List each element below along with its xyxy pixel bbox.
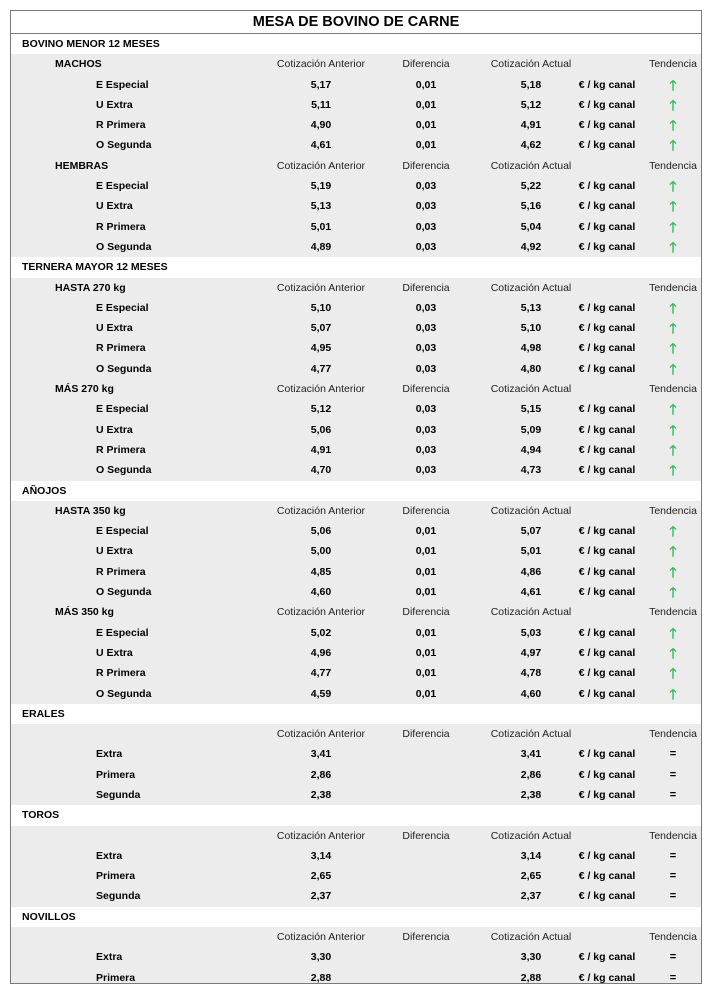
column-header-row <box>11 379 701 399</box>
price-table <box>10 10 702 984</box>
unit-label: € / kg canal <box>578 342 636 355</box>
header-tendencia: Tendencia <box>649 281 697 294</box>
header-cotizacion-anterior: Cotización Anterior <box>276 606 366 619</box>
cotizacion-actual-value: 5,03 <box>520 626 542 639</box>
header-cotizacion-actual: Cotización Actual <box>490 728 572 741</box>
trend-up-arrow-icon: 🡑 <box>669 523 677 540</box>
row-label: E Especial <box>96 78 149 91</box>
row-label: Extra <box>96 951 123 964</box>
table-row <box>11 623 701 643</box>
cotizacion-anterior-value: 4,77 <box>310 667 332 680</box>
trend-equal-sign: = <box>669 748 677 761</box>
row-label: O Segunda <box>96 586 152 599</box>
trend-up-arrow-icon: 🡑 <box>669 238 677 255</box>
diferencia-value: 0,01 <box>415 586 437 599</box>
header-cotizacion-actual: Cotización Actual <box>490 159 572 172</box>
cotizacion-anterior-value: 4,95 <box>310 342 332 355</box>
unit-label: € / kg canal <box>578 443 636 456</box>
header-cotizacion-actual: Cotización Actual <box>490 58 572 71</box>
cotizacion-actual-value: 4,78 <box>520 667 542 680</box>
table-row <box>11 440 701 460</box>
cotizacion-anterior-value: 2,86 <box>310 768 332 781</box>
row-label: Primera <box>96 768 136 781</box>
row-label: O Segunda <box>96 464 152 477</box>
row-label: Primera <box>96 971 136 984</box>
trend-up-arrow-icon: 🡑 <box>669 563 677 580</box>
cotizacion-actual-value: 4,60 <box>520 687 542 700</box>
row-label: Primera <box>96 870 136 883</box>
header-cotizacion-actual: Cotización Actual <box>490 504 572 517</box>
cotizacion-actual-value: 5,15 <box>520 403 542 416</box>
row-label: O Segunda <box>96 687 152 700</box>
cotizacion-actual-value: 2,88 <box>520 971 542 984</box>
trend-equal-sign: = <box>669 870 677 883</box>
cotizacion-actual-value: 5,10 <box>520 322 542 335</box>
trend-up-arrow-icon: 🡑 <box>669 360 677 377</box>
trend-up-arrow-icon: 🡑 <box>669 178 677 195</box>
row-label: O Segunda <box>96 240 152 253</box>
header-cotizacion-actual: Cotización Actual <box>490 281 572 294</box>
diferencia-value: 0,03 <box>415 180 437 193</box>
table-row <box>11 643 701 663</box>
trend-equal-sign: = <box>669 951 677 964</box>
header-tendencia: Tendencia <box>649 58 697 71</box>
header-tendencia: Tendencia <box>649 829 697 842</box>
unit-label: € / kg canal <box>578 586 636 599</box>
unit-label: € / kg canal <box>578 768 636 781</box>
row-label: U Extra <box>96 98 133 111</box>
unit-label: € / kg canal <box>578 301 636 314</box>
cotizacion-actual-value: 3,30 <box>520 951 542 964</box>
table-row <box>11 460 701 480</box>
cotizacion-actual-value: 5,04 <box>520 220 542 233</box>
unit-label: € / kg canal <box>578 423 636 436</box>
row-label: U Extra <box>96 646 133 659</box>
cotizacion-anterior-value: 5,17 <box>310 78 332 91</box>
table-row <box>11 684 701 704</box>
diferencia-value: 0,01 <box>415 139 437 152</box>
cotizacion-actual-value: 3,14 <box>520 849 542 862</box>
unit-label: € / kg canal <box>578 119 636 132</box>
trend-up-arrow-icon: 🡑 <box>669 644 677 661</box>
diferencia-value: 0,03 <box>415 240 437 253</box>
trend-up-arrow-icon: 🡑 <box>669 218 677 235</box>
unit-label: € / kg canal <box>578 951 636 964</box>
cotizacion-actual-value: 4,97 <box>520 646 542 659</box>
row-label: E Especial <box>96 301 149 314</box>
cotizacion-anterior-value: 5,02 <box>310 626 332 639</box>
cotizacion-anterior-value: 4,60 <box>310 586 332 599</box>
header-diferencia: Diferencia <box>402 383 450 396</box>
group-title: HASTA 350 kg <box>55 504 126 517</box>
table-row <box>11 663 701 683</box>
trend-up-arrow-icon: 🡑 <box>669 421 677 438</box>
table-row <box>11 359 701 379</box>
column-header-row <box>11 826 701 846</box>
cotizacion-anterior-value: 5,10 <box>310 301 332 314</box>
diferencia-value: 0,01 <box>415 119 437 132</box>
diferencia-value: 0,03 <box>415 200 437 213</box>
unit-label: € / kg canal <box>578 98 636 111</box>
cotizacion-anterior-value: 4,85 <box>310 565 332 578</box>
table-row <box>11 217 701 237</box>
header-cotizacion-anterior: Cotización Anterior <box>276 159 366 172</box>
diferencia-value: 0,03 <box>415 342 437 355</box>
header-tendencia: Tendencia <box>649 159 697 172</box>
unit-label: € / kg canal <box>578 362 636 375</box>
cotizacion-anterior-value: 3,30 <box>310 951 332 964</box>
header-diferencia: Diferencia <box>402 931 450 944</box>
unit-label: € / kg canal <box>578 870 636 883</box>
diferencia-value: 0,03 <box>415 443 437 456</box>
cotizacion-anterior-value: 4,61 <box>310 139 332 152</box>
cotizacion-actual-value: 4,86 <box>520 565 542 578</box>
unit-label: € / kg canal <box>578 180 636 193</box>
cotizacion-actual-value: 4,80 <box>520 362 542 375</box>
unit-label: € / kg canal <box>578 890 636 903</box>
cotizacion-actual-value: 4,94 <box>520 443 542 456</box>
section-title: TERNERA MAYOR 12 MESES <box>22 261 168 274</box>
cotizacion-actual-value: 4,92 <box>520 240 542 253</box>
group-title: MACHOS <box>55 58 102 71</box>
cotizacion-anterior-value: 5,00 <box>310 545 332 558</box>
row-label: E Especial <box>96 180 149 193</box>
section-header-row <box>11 704 701 724</box>
diferencia-value: 0,01 <box>415 78 437 91</box>
section-title: AÑOJOS <box>22 484 67 497</box>
diferencia-value: 0,01 <box>415 565 437 578</box>
trend-up-arrow-icon: 🡑 <box>669 117 677 134</box>
header-diferencia: Diferencia <box>402 728 450 741</box>
diferencia-value: 0,03 <box>415 464 437 477</box>
cotizacion-anterior-value: 4,90 <box>310 119 332 132</box>
cotizacion-actual-value: 4,98 <box>520 342 542 355</box>
section-title: ERALES <box>22 707 65 720</box>
table-row <box>11 237 701 257</box>
row-label: E Especial <box>96 403 149 416</box>
unit-label: € / kg canal <box>578 849 636 862</box>
header-cotizacion-actual: Cotización Actual <box>490 931 572 944</box>
cotizacion-actual-value: 2,37 <box>520 890 542 903</box>
cotizacion-actual-value: 5,01 <box>520 545 542 558</box>
table-row <box>11 95 701 115</box>
header-diferencia: Diferencia <box>402 159 450 172</box>
table-row <box>11 541 701 561</box>
cotizacion-actual-value: 4,73 <box>520 464 542 477</box>
trend-up-arrow-icon: 🡑 <box>669 624 677 641</box>
diferencia-value: 0,01 <box>415 687 437 700</box>
trend-equal-sign: = <box>669 849 677 862</box>
row-label: Segunda <box>96 788 141 801</box>
table-row <box>11 846 701 866</box>
header-cotizacion-anterior: Cotización Anterior <box>276 829 366 842</box>
table-row <box>11 196 701 216</box>
table-row <box>11 338 701 358</box>
trend-up-arrow-icon: 🡑 <box>669 340 677 357</box>
unit-label: € / kg canal <box>578 403 636 416</box>
cotizacion-anterior-value: 4,59 <box>310 687 332 700</box>
cotizacion-anterior-value: 4,77 <box>310 362 332 375</box>
table-row <box>11 521 701 541</box>
table-row <box>11 399 701 419</box>
unit-label: € / kg canal <box>578 220 636 233</box>
unit-label: € / kg canal <box>578 464 636 477</box>
header-cotizacion-anterior: Cotización Anterior <box>276 728 366 741</box>
table-row <box>11 298 701 318</box>
section-title: BOVINO MENOR 12 MESES <box>22 38 160 50</box>
cotizacion-anterior-value: 2,88 <box>310 971 332 984</box>
cotizacion-actual-value: 4,61 <box>520 586 542 599</box>
cotizacion-anterior-value: 5,11 <box>311 98 331 111</box>
table-row <box>11 886 701 906</box>
section-header-row <box>11 257 701 277</box>
group-title: HASTA 270 kg <box>55 281 126 294</box>
row-label: U Extra <box>96 423 133 436</box>
row-label: U Extra <box>96 322 133 335</box>
diferencia-value: 0,01 <box>415 525 437 538</box>
row-label: R Primera <box>96 667 146 680</box>
diferencia-value: 0,03 <box>415 362 437 375</box>
header-cotizacion-actual: Cotización Actual <box>490 606 572 619</box>
cotizacion-actual-value: 5,13 <box>520 301 542 314</box>
diferencia-value: 0,03 <box>415 301 437 314</box>
header-tendencia: Tendencia <box>649 728 697 741</box>
cotizacion-anterior-value: 5,07 <box>310 322 332 335</box>
row-label: R Primera <box>96 342 146 355</box>
unit-label: € / kg canal <box>578 646 636 659</box>
diferencia-value: 0,01 <box>415 98 437 111</box>
cotizacion-actual-value: 5,07 <box>520 525 542 538</box>
unit-label: € / kg canal <box>578 78 636 91</box>
header-cotizacion-actual: Cotización Actual <box>490 829 572 842</box>
cotizacion-actual-value: 5,09 <box>520 423 542 436</box>
header-diferencia: Diferencia <box>402 504 450 517</box>
table-row <box>11 420 701 440</box>
cotizacion-anterior-value: 5,19 <box>310 180 332 193</box>
unit-label: € / kg canal <box>578 139 636 152</box>
table-row <box>11 115 701 135</box>
cotizacion-anterior-value: 5,13 <box>310 200 332 213</box>
trend-up-arrow-icon: 🡑 <box>669 76 677 93</box>
table-row <box>11 866 701 886</box>
trend-up-arrow-icon: 🡑 <box>669 543 677 560</box>
diferencia-value: 0,01 <box>415 545 437 558</box>
trend-up-arrow-icon: 🡑 <box>669 198 677 215</box>
table-row <box>11 135 701 155</box>
cotizacion-actual-value: 2,86 <box>520 768 542 781</box>
column-header-row <box>11 54 701 74</box>
section-title: NOVILLOS <box>22 910 76 923</box>
trend-up-arrow-icon: 🡑 <box>669 584 677 601</box>
trend-up-arrow-icon: 🡑 <box>669 320 677 337</box>
cotizacion-anterior-value: 4,70 <box>310 464 332 477</box>
unit-label: € / kg canal <box>578 200 636 213</box>
trend-equal-sign: = <box>669 788 677 801</box>
cotizacion-anterior-value: 4,96 <box>310 646 332 659</box>
table-body <box>11 34 701 984</box>
trend-up-arrow-icon: 🡑 <box>669 137 677 154</box>
row-label: O Segunda <box>96 362 152 375</box>
diferencia-value: 0,01 <box>415 626 437 639</box>
header-cotizacion-anterior: Cotización Anterior <box>276 504 366 517</box>
cotizacion-anterior-value: 2,37 <box>310 890 332 903</box>
unit-label: € / kg canal <box>578 667 636 680</box>
group-title: MÁS 270 kg <box>55 383 114 396</box>
table-row <box>11 785 701 805</box>
group-title: HEMBRAS <box>55 159 109 172</box>
unit-label: € / kg canal <box>578 687 636 700</box>
column-header-row <box>11 724 701 744</box>
column-header-row <box>11 927 701 947</box>
table-row <box>11 582 701 602</box>
trend-equal-sign: = <box>669 890 677 903</box>
cotizacion-actual-value: 3,41 <box>520 748 542 761</box>
column-header-row <box>11 156 701 176</box>
table-row <box>11 75 701 95</box>
row-label: U Extra <box>96 200 133 213</box>
cotizacion-actual-value: 5,16 <box>520 200 542 213</box>
row-label: R Primera <box>96 119 146 132</box>
header-tendencia: Tendencia <box>649 383 697 396</box>
cotizacion-actual-value: 5,22 <box>520 180 542 193</box>
cotizacion-anterior-value: 4,89 <box>310 240 332 253</box>
trend-up-arrow-icon: 🡑 <box>669 462 677 479</box>
cotizacion-anterior-value: 5,12 <box>310 403 332 416</box>
column-header-row <box>11 501 701 521</box>
cotizacion-anterior-value: 2,38 <box>310 788 332 801</box>
table-row <box>11 562 701 582</box>
header-tendencia: Tendencia <box>649 931 697 944</box>
section-title: TOROS <box>22 809 60 822</box>
trend-up-arrow-icon: 🡑 <box>669 685 677 702</box>
row-label: R Primera <box>96 565 146 578</box>
unit-label: € / kg canal <box>578 971 636 984</box>
table-row <box>11 968 701 984</box>
trend-up-arrow-icon: 🡑 <box>669 665 677 682</box>
header-diferencia: Diferencia <box>402 829 450 842</box>
unit-label: € / kg canal <box>578 545 636 558</box>
table-row <box>11 176 701 196</box>
diferencia-value: 0,01 <box>415 646 437 659</box>
diferencia-value: 0,03 <box>415 403 437 416</box>
trend-up-arrow-icon: 🡑 <box>669 96 677 113</box>
column-header-row <box>11 602 701 622</box>
row-label: R Primera <box>96 443 146 456</box>
cotizacion-actual-value: 5,18 <box>520 78 542 91</box>
trend-up-arrow-icon: 🡑 <box>669 401 677 418</box>
unit-label: € / kg canal <box>578 626 636 639</box>
header-diferencia: Diferencia <box>402 281 450 294</box>
header-diferencia: Diferencia <box>402 606 450 619</box>
cotizacion-anterior-value: 5,01 <box>310 220 332 233</box>
section-header-row <box>11 907 701 927</box>
trend-equal-sign: = <box>669 768 677 781</box>
trend-equal-sign: = <box>669 971 677 984</box>
table-row <box>11 318 701 338</box>
table-row <box>11 947 701 967</box>
unit-label: € / kg canal <box>578 748 636 761</box>
diferencia-value: 0,03 <box>415 322 437 335</box>
cotizacion-anterior-value: 2,65 <box>310 870 332 883</box>
section-header-row <box>11 481 701 501</box>
section-header-row <box>11 805 701 825</box>
cotizacion-anterior-value: 5,06 <box>310 423 332 436</box>
cotizacion-actual-value: 2,38 <box>520 788 542 801</box>
cotizacion-actual-value: 5,12 <box>520 98 542 111</box>
row-label: Segunda <box>96 890 141 903</box>
header-tendencia: Tendencia <box>649 504 697 517</box>
header-cotizacion-anterior: Cotización Anterior <box>276 281 366 294</box>
unit-label: € / kg canal <box>578 322 636 335</box>
group-title: MÁS 350 kg <box>55 606 114 619</box>
unit-label: € / kg canal <box>578 788 636 801</box>
cotizacion-anterior-value: 3,14 <box>310 849 332 862</box>
row-label: E Especial <box>96 525 149 538</box>
column-header-row <box>11 278 701 298</box>
cotizacion-actual-value: 4,91 <box>520 119 542 132</box>
diferencia-value: 0,03 <box>415 220 437 233</box>
cotizacion-actual-value: 2,65 <box>520 870 542 883</box>
row-label: E Especial <box>96 626 149 639</box>
table-row <box>11 744 701 764</box>
page-title: MESA DE BOVINO DE CARNE <box>11 11 701 34</box>
row-label: Extra <box>96 748 123 761</box>
cotizacion-anterior-value: 3,41 <box>310 748 332 761</box>
header-cotizacion-anterior: Cotización Anterior <box>276 383 366 396</box>
trend-up-arrow-icon: 🡑 <box>669 441 677 458</box>
cotizacion-anterior-value: 4,91 <box>310 443 332 456</box>
header-tendencia: Tendencia <box>649 606 697 619</box>
header-diferencia: Diferencia <box>402 58 450 71</box>
diferencia-value: 0,01 <box>415 667 437 680</box>
trend-up-arrow-icon: 🡑 <box>669 299 677 316</box>
row-label: R Primera <box>96 220 146 233</box>
unit-label: € / kg canal <box>578 565 636 578</box>
row-label: Extra <box>96 849 123 862</box>
cotizacion-anterior-value: 5,06 <box>310 525 332 538</box>
unit-label: € / kg canal <box>578 525 636 538</box>
diferencia-value: 0,03 <box>415 423 437 436</box>
table-row <box>11 765 701 785</box>
header-cotizacion-anterior: Cotización Anterior <box>276 58 366 71</box>
header-cotizacion-actual: Cotización Actual <box>490 383 572 396</box>
section-header-row <box>11 34 701 54</box>
cotizacion-actual-value: 4,62 <box>520 139 542 152</box>
row-label: U Extra <box>96 545 133 558</box>
row-label: O Segunda <box>96 139 152 152</box>
unit-label: € / kg canal <box>578 240 636 253</box>
header-cotizacion-anterior: Cotización Anterior <box>276 931 366 944</box>
